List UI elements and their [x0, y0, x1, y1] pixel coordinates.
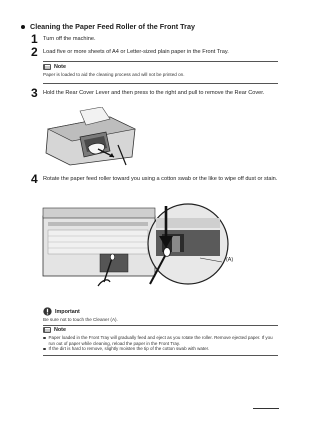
heading-bullet: [21, 25, 25, 29]
step-4-number: 4: [31, 172, 38, 186]
note-box-1: [43, 61, 278, 84]
rear-cover-illustration: [40, 107, 140, 169]
important-box: [43, 307, 278, 326]
note-2-header: [43, 327, 278, 333]
important-header: [43, 307, 278, 316]
step-4-text: Rotate the paper feed roller toward you using a cotton swab or the like to wipe off dust or stain.: [43, 176, 278, 182]
note-2-item-text: Paper loaded in the Front Tray will gradually feed and eject as you rotate the roller. Remove ejected paper. If you run out of paper while cleaning, reload the paper in the Front Tray.: [48, 335, 273, 346]
note-2-label: Note: [54, 327, 66, 333]
note-1-text: Paper is loaded to aid the cleaning process and will not be printed on.: [43, 72, 185, 77]
list-bullet: [43, 337, 46, 340]
note-2-list: [43, 335, 278, 352]
important-label: Important: [55, 308, 80, 315]
callout-a-label: (A): [226, 257, 234, 263]
note-2-item: [43, 335, 278, 346]
section-title: Cleaning the Paper Feed Roller of the Front Tray: [30, 22, 195, 31]
important-text: Be sure not to touch the Cleaner (A).: [43, 317, 278, 326]
step-1-text: Turn off the machine.: [43, 36, 96, 42]
footer-rule: [253, 408, 279, 409]
note-icon: [43, 64, 51, 70]
note-1-header: [43, 64, 278, 70]
step-1-number: 1: [31, 32, 38, 46]
note-box-2: [43, 327, 278, 356]
note-icon: [43, 327, 51, 333]
note-2-item-text: If the dirt is hard to remove, slightly moisten the tip of the cotton swab with water.: [48, 346, 210, 352]
section-heading: [21, 22, 195, 31]
important-icon: [43, 307, 52, 316]
step-3-text: Hold the Rear Cover Lever and then press to the right and pull to remove the Rear Cover.: [43, 90, 265, 96]
list-bullet: [43, 348, 46, 351]
roller-cleaning-illustration: [40, 196, 230, 296]
note-1-label: Note: [54, 64, 66, 70]
step-2-text: Load five or more sheets of A4 or Letter-sized plain paper in the Front Tray.: [43, 49, 229, 55]
step-2-number: 2: [31, 45, 38, 59]
note-2-item: [43, 346, 278, 352]
step-3-number: 3: [31, 86, 38, 100]
